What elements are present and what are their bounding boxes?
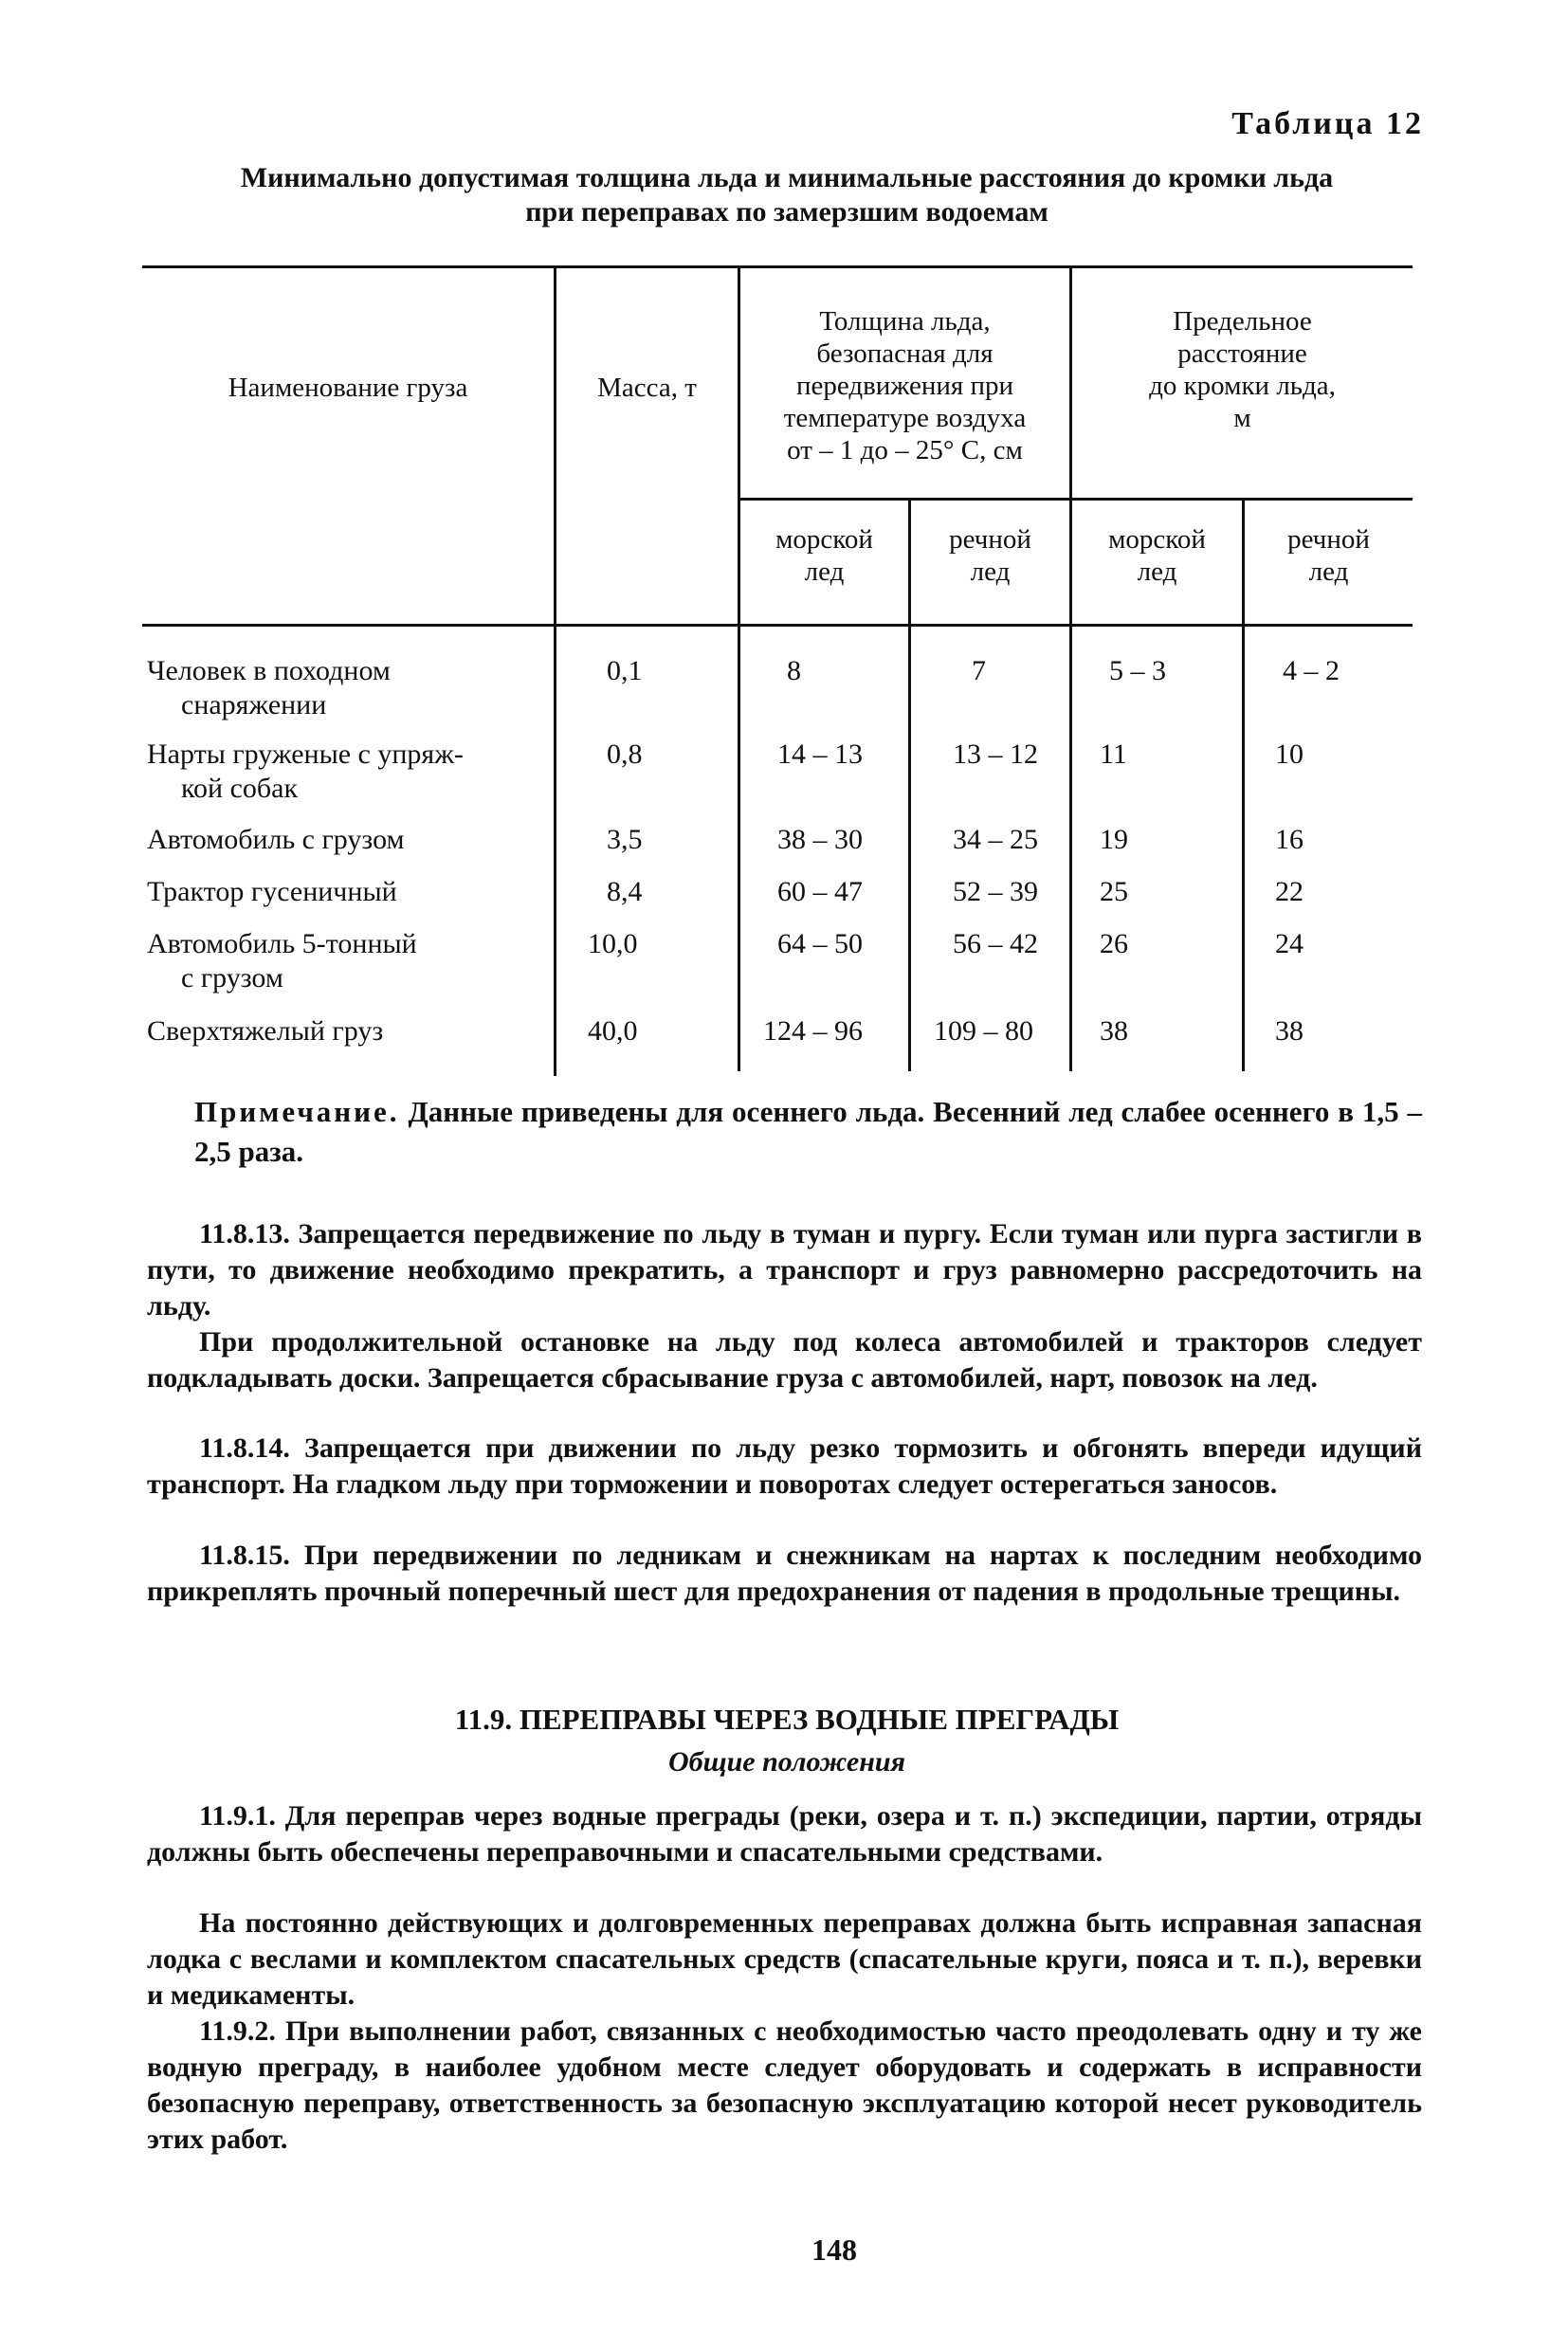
cell-dist-sea: 25 [1100, 876, 1128, 907]
header-thickness-line: передвижения при [795, 371, 1014, 401]
table-title-line-1: Минимально допустимая толщина льда и минимальные расстояния до кромки льда [240, 162, 1334, 193]
header-bottom-rule [142, 624, 1413, 627]
cell-thick-sea: 60 – 47 [777, 876, 863, 907]
cell-thick-river: 7 [972, 655, 986, 686]
header-distance-line: расстояние [1177, 338, 1307, 369]
header-thickness-line: безопасная для [816, 338, 994, 369]
cell-mass: 0,8 [607, 738, 643, 770]
subheader-thickness-river [911, 523, 1069, 588]
header-distance-line: Предельное [1173, 306, 1312, 337]
subheader-thickness-sea [740, 523, 908, 588]
subheader-line: лед [1137, 556, 1177, 587]
paragraph-stop-on-ice: При продолжительной остановке на льду под колеса автомобилей и тракторов следует подкладывать доски. Запрещается сбрасывание груза с автомобилей, нарт, повозок на лед. [147, 1326, 1422, 1394]
subheader-distance-river [1245, 523, 1413, 588]
subheader-line: речной [1287, 524, 1370, 555]
paragraph-11-9-2: 11.9.2. При выполнении работ, связанных с необходимостью часто преодолевать одну и ту же водную преграду, в наиболее удобном месте следует оборудовать и содержать в исправности безопасную переправу, ответственность за безопасную эксплуатацию которой несет руководитель этих работ. [147, 2015, 1422, 2155]
row-name-line: Автомобиль 5-тонный [147, 928, 417, 959]
cell-dist-river: 22 [1275, 876, 1304, 907]
ice-thickness-table [142, 265, 1413, 1081]
table-row-name [147, 738, 550, 806]
cell-thick-sea: 38 – 30 [777, 824, 863, 855]
cell-dist-river: 16 [1275, 824, 1304, 855]
table-number-label: Таблица 12 [1231, 106, 1424, 141]
row-name-line: снаряжении [181, 689, 327, 720]
table-top-rule [142, 265, 1413, 268]
cell-dist-sea: 19 [1100, 824, 1128, 855]
cell-thick-river: 34 – 25 [953, 824, 1038, 855]
row-name-line: Человек в походном [147, 655, 391, 686]
section-subheading: Общие положения [668, 1746, 905, 1778]
header-distance-line: м [1233, 403, 1251, 433]
table-note [194, 1092, 1422, 1172]
header-cargo: Наименование груза [228, 373, 468, 403]
page-number: 148 [811, 2233, 857, 2267]
cell-thick-river: 52 – 39 [953, 876, 1038, 907]
cell-mass: 10,0 [588, 928, 638, 959]
subheader-line: речной [949, 524, 1031, 555]
subheader-line: морской [775, 524, 873, 555]
header-distance-line: до кромки льда, [1149, 371, 1336, 401]
cell-thick-sea: 14 – 13 [777, 738, 863, 770]
cell-dist-sea: 11 [1100, 738, 1127, 770]
note-label: Примечание. [194, 1095, 400, 1128]
subheader-line: лед [804, 556, 845, 587]
subheader-line: лед [1308, 556, 1349, 587]
cell-thick-river: 56 – 42 [953, 928, 1038, 959]
cell-mass: 40,0 [588, 1015, 638, 1047]
header-thickness-line: Толщина льда, [819, 306, 991, 337]
row-name-line: с грузом [181, 962, 283, 994]
table-title [142, 161, 1431, 229]
cell-mass: 0,1 [607, 655, 643, 686]
section-heading: 11.9. ПЕРЕПРАВЫ ЧЕРЕЗ ВОДНЫЕ ПРЕГРАДЫ [454, 1703, 1120, 1736]
table-row-name: Сверхтяжелый груз [147, 1015, 384, 1047]
header-thickness-line: от – 1 до – 25° С, см [787, 435, 1023, 465]
cell-thick-river: 109 – 80 [934, 1015, 1033, 1047]
header-thickness [740, 305, 1069, 466]
cell-dist-river: 24 [1275, 928, 1304, 959]
cell-mass: 8,4 [607, 876, 643, 907]
table-row-name: Трактор гусеничный [147, 876, 397, 907]
table-row-name [147, 654, 550, 722]
paragraph-11-8-14: 11.8.14. Запрещается при движении по льду резко тормозить и обгонять впереди идущий транспорт. На гладком льду при торможении и поворотах следует остерегаться заносов. [147, 1432, 1422, 1500]
header-thickness-line: температуре воздуха [783, 403, 1027, 433]
subheader-line: морской [1108, 524, 1206, 555]
subheader-distance-sea [1072, 523, 1242, 588]
row-name-line: Нарты груженые с упряж- [147, 738, 464, 770]
cell-thick-river: 13 – 12 [953, 738, 1038, 770]
cell-dist-sea: 26 [1100, 928, 1128, 959]
subheader-line: лед [970, 556, 1011, 587]
cell-thick-sea: 64 – 50 [777, 928, 863, 959]
table-title-line-2: при переправах по замерзшим водоемам [525, 196, 1048, 228]
cell-dist-river: 4 – 2 [1283, 655, 1340, 686]
header-mass: Масса, т [597, 373, 697, 403]
cell-dist-river: 10 [1275, 738, 1304, 770]
row-name-line: кой собак [181, 773, 299, 804]
paragraph-permanent-crossings: На постоянно действующих и долговременных переправах должна быть исправная запасная лодка с веслами и комплектом спасательных средств (спасательные круги, пояса и т. п.), веревки и медикаменты. [147, 1907, 1422, 2011]
paragraph-11-9-1: 11.9.1. Для переправ через водные преграды (реки, озера и т. п.) экспедиции, партии, отряды должны быть обеспечены переправочными и спасательными средствами. [147, 1800, 1422, 1868]
table-row-name [147, 927, 550, 995]
note-text: Данные приведены для осеннего льда. Весенний лед слабее осеннего в 1,5 – 2,5 раза. [194, 1095, 1423, 1168]
cell-thick-sea: 8 [787, 655, 801, 686]
paragraph-11-8-13: 11.8.13. Запрещается передвижение по льду в туман и пургу. Если туман или пурга застигли в пути, то движение необходимо прекратить, а транспорт и груз равномерно рассредоточить на льду. [147, 1218, 1422, 1322]
cell-dist-sea: 5 – 3 [1109, 655, 1166, 686]
cell-dist-sea: 38 [1100, 1015, 1128, 1047]
subheader-rule [738, 498, 1413, 501]
paragraph-11-8-15: 11.8.15. При передвижении по ледникам и снежникам на нартах к последним необходимо прикреплять прочный поперечный шест для предохранения от падения в продольные трещины. [147, 1540, 1422, 1607]
cell-thick-sea: 124 – 96 [763, 1015, 863, 1047]
cell-mass: 3,5 [607, 824, 643, 855]
cell-dist-river: 38 [1275, 1015, 1304, 1047]
header-distance [1072, 305, 1413, 434]
table-row-name: Автомобиль с грузом [147, 824, 405, 855]
